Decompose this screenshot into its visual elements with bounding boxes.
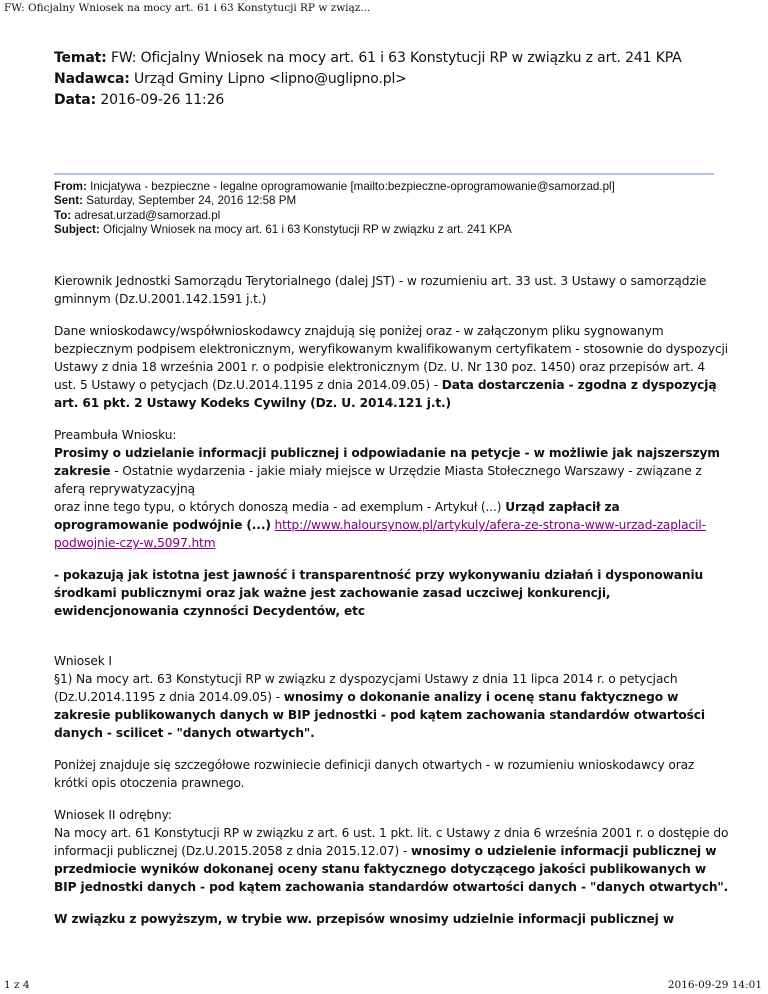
- request-2-bold: wnosimy o udzielenie informacji publicznej w przedmiocie wyników dokonanej oceny stanu faktycznego dotyczącego jakości publikowanych w BIP jednostki danych - pod kątem zachowania standardów otwartości danych - "danych otwartych".: [54, 844, 729, 894]
- subject-value: FW: Oficjalny Wniosek na mocy art. 61 i 63 Konstytucji RP w związku z art. 241 KPA: [110, 50, 682, 66]
- conclusion-text: W związku z powyższym, w trybie ww. przepisów wnosimy udzielnie informacji publicznej w: [54, 912, 674, 926]
- paragraph-definition: Poniżej znajduje się szczegółowe rozwiniecie definicji danych otwartych - w rozumieniu wnioskodawcy oraz krótki opis otoczenia prawnego.: [54, 758, 695, 790]
- request-2-title: Wniosek II odrębny:: [54, 808, 172, 822]
- subject-label: Temat:: [54, 50, 107, 66]
- sender-label: Nadawca:: [54, 71, 130, 87]
- preamble-request: Prosimy o udzielanie informacji publicznej i odpowiadanie na petycje - w możliwie jak najszerszym zakresie: [54, 446, 720, 478]
- request-1-title: Wniosek I: [54, 654, 112, 668]
- email-meta: [54, 48, 734, 111]
- fwd-subject-label: Subject:: [54, 223, 100, 237]
- paragraph-request-1: [54, 652, 730, 742]
- forwarded-header: [54, 180, 734, 238]
- email-body: [54, 272, 730, 942]
- subject-row: [54, 48, 734, 69]
- paragraph-jst: Kierownik Jednostki Samorządu Terytorialnego (dalej JST) - w rozumieniu art. 33 ust. 3 Ustawy o samorządzie gminnym (Dz.U.2001.142.1591 j.t.): [54, 274, 707, 306]
- transparency-text: - pokazują jak istotna jest jawność i transparentność przy wykonywaniu działań i dysponowaniu środkami publicznymi oraz jak ważne jest zachowanie zasad uczciwej konkurencji, ewidencjonowania czynności Decydentów, etc: [54, 568, 704, 618]
- fwd-from-row: [54, 180, 734, 194]
- paragraph-preamble: [54, 426, 730, 552]
- fwd-subject-row: [54, 223, 734, 237]
- article-title: Urząd zapłacił za oprogramowanie podwójnie (...): [54, 500, 620, 532]
- sender-value: Urząd Gminy Lipno <lipno@uglipno.pl>: [134, 71, 407, 87]
- fwd-from-label: From:: [54, 180, 87, 193]
- fwd-sent-value: Saturday, September 24, 2016 12:58 PM: [86, 194, 297, 208]
- paragraph-conclusion: [54, 910, 730, 928]
- divider: [54, 173, 714, 175]
- print-datetime: 2016-09-29 14:01: [667, 979, 762, 991]
- request-1-text: §1) Na mocy art. 63 Konstytucji RP w związku z dyspozycjami Ustawy z dnia 11 lipca 2014 r. o petycjach (Dz.U.2014.1195 z dnia 2014.09.05) -: [54, 672, 678, 704]
- page-number: 1 z 4: [4, 979, 30, 991]
- fwd-to-value: adresat.urzad@samorzad.pl: [74, 208, 221, 222]
- fwd-sent-label: Sent:: [54, 194, 83, 208]
- paragraph-applicant-data: [54, 322, 730, 412]
- article-link[interactable]: http://www.haloursynow.pl/artykuly/afera-ze-strona-www-urzad-zaplacil-podwojnie-czy-w,5097.htm: [54, 518, 706, 550]
- request-2-text: Na mocy art. 61 Konstytucji RP w związku z art. 6 ust. 1 pkt. lit. c Ustawy z dnia 6 września 2001 r. o dostępie do informacji publicznej (Dz.U.2015.2058 z dnia 2015.12.07) -: [54, 826, 729, 858]
- sender-row: [54, 69, 734, 90]
- fwd-to-label: To:: [54, 208, 72, 222]
- preamble-context: - Ostatnie wydarzenia - jakie miały miejsce w Urzędzie Miasta Stołecznego Warszawy - związane z aferą reprywatyzacyjną: [54, 464, 702, 496]
- applicant-data-text: Dane wnioskodawcy/współwnioskodawcy znajdują się poniżej oraz - w załączonym pliku sygnowanym bezpiecznym podpisem elektronicznym, weryfikowanym kwalifikowanym certyfikatem - stosownie do dyspozycji Ustawy z dnia 18 września 2001 r. o podpisie elektronicznym (Dz. U. Nr 130 poz. 1450) oraz przepisów art. 4 ust. 5 Ustawy o petycjach (Dz.U.2014.1195 z dnia 2014.09.05) -: [54, 324, 729, 392]
- fwd-subject-value: Oficjalny Wniosek na mocy art. 61 i 63 Konstytucji RP w związku z art. 241 KPA: [102, 223, 512, 237]
- delivery-date-note: Data dostarczenia - zgodna z dyspozycją art. 61 pkt. 2 Ustawy Kodeks Cywilny (Dz. U. 2014.121 j.t.): [54, 378, 717, 410]
- preamble-media: oraz inne tego typu, o których donoszą media - ad exemplum - Artykuł (...): [54, 500, 506, 514]
- request-1-bold: wnosimy o dokonanie analizy i ocenę stanu faktycznego w zakresie publikowanych danych w BIP jednostki - pod kątem zachowania standardów otwartości danych - scilicet - "danych otwartych".: [54, 690, 705, 740]
- date-label: Data:: [54, 92, 97, 108]
- print-header-title: FW: Oficjalny Wniosek na mocy art. 61 i 63 Konstytucji RP w związ...: [4, 2, 371, 14]
- date-value: 2016-09-26 11:26: [100, 92, 225, 108]
- preamble-title: Preambuła Wniosku:: [54, 428, 177, 442]
- date-row: [54, 90, 734, 111]
- fwd-to-row: [54, 209, 734, 223]
- fwd-sent-row: [54, 194, 734, 208]
- paragraph-request-2: [54, 806, 730, 896]
- fwd-from-value: Inicjatywa - bezpieczne - legalne oprogramowanie [mailto:bezpieczne-oprogramowanie@samorzad.pl]: [90, 180, 615, 193]
- paragraph-transparency: [54, 566, 730, 620]
